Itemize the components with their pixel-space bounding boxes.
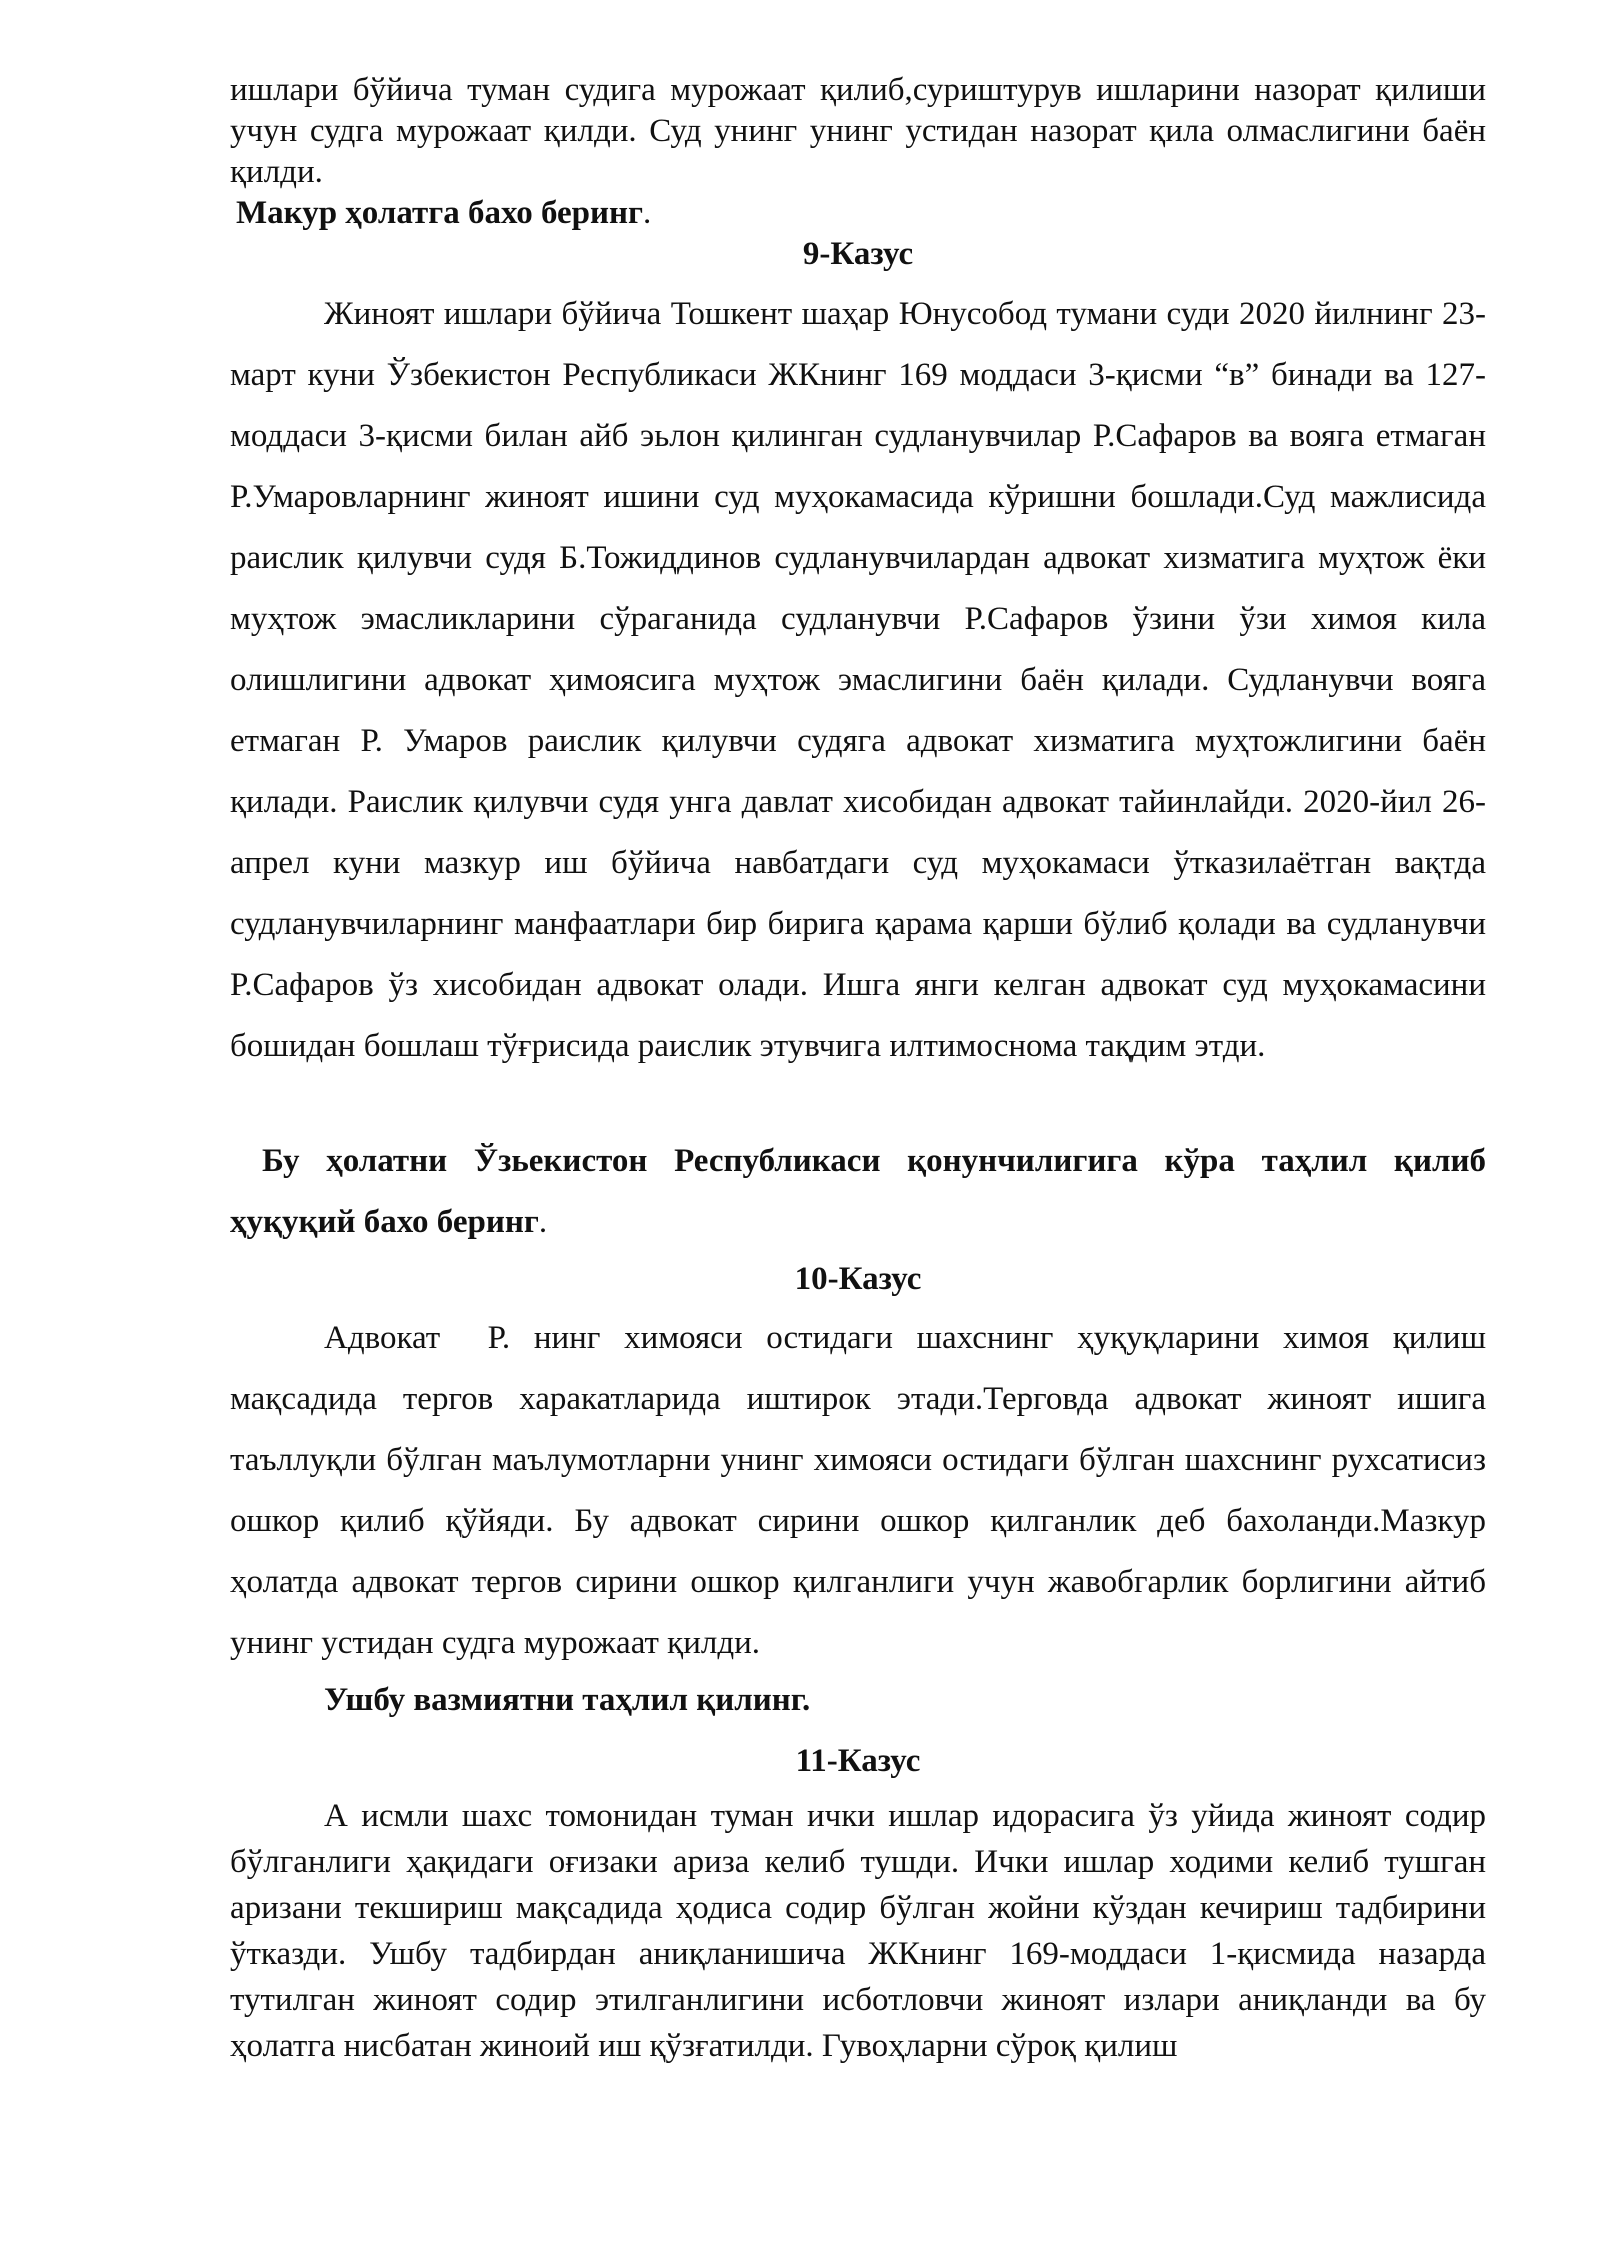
case-10-heading: 10-Казус <box>794 1261 922 1297</box>
case-11-heading: 11-Казус <box>795 1743 921 1779</box>
case-10-text: Адвокат Р. нинг химояси остидаги шахснинг ҳуқуқларини химоя қилиш мақсадида тергов харакатларида иштирок этади.Терговда адвокат жиноят ишига таъллуқли бўлган маълумотларни унинг химояси остидаги бўлган шахснинг рухсатисиз ошкор қилиб қўйяди. Бу адвокат сирини ошкор қилганлик деб бахоланди.Мазкур ҳолатда адвокат тергов сирини ошкор қилганлиги учун жавобгарлик борлигини айтиб унинг устидан судга мурожаат қилди. <box>230 1320 1495 1661</box>
case-9-task-text: Бу ҳолатни Ўзьекистон Республикаси қонунчилигига кўра таҳлил қилиб ҳуқуқий бахо беринг <box>230 1143 1486 1240</box>
intro-task-text: Макур ҳолатга бахо беринг <box>236 195 644 231</box>
case-9-text: Жиноят ишлари бўйича Тошкент шаҳар Юнусобод тумани суди 2020 йилнинг 23- март куни Ўзбекистон Республикаси ЖКнинг 169 моддаси 3-қисми “в” бинади ва 127-моддаси 3-қисми билан айб эьлон қилинган судланувчилар Р.Сафаров ва вояга етмаган Р.Умаровларнинг жиноят ишини суд муҳокамасида кўришни бошлади.Суд мажлисида раислик қилувчи судя Б.Тожиддинов судланувчилардан адвокат хизматига муҳтож ёки муҳтож эмасликларини сўраганида судланувчи Р.Сафаров ўзини ўзи химоя кила олишлигини адвокат ҳимоясига муҳтож эмаслигини баён қилади. Судланувчи вояга етмаган Р. Умаров раислик қилувчи судяга адвокат хизматига муҳтожлигини баён қилади. Раислик қилувчи судя унга давлат хисобидан адвокат тайинлайди. 2020-йил 26- апрел куни мазкур иш бўйича навбатдаги суд муҳокамаси ўтказилаётган вақтда судланувчиларнинг манфаатлари бир бирига қарама қарши бўлиб қолади ва судланувчи Р.Сафаров ўз хисобидан адвокат олади. Ишга янги келган адвокат суд муҳокамасини бошидан бошлаш тўғрисида раислик этувчига илтимоснома тақдим этди. <box>230 296 1486 1064</box>
case-9-heading: 9-Казус <box>802 236 914 272</box>
intro-task: Макур ҳолатга бахо беринг. <box>236 195 652 231</box>
case-9-task: Бу ҳолатни Ўзьекистон Республикаси қонунчилигига кўра таҳлил қилиб ҳуқуқий бахо беринг. <box>230 1143 1486 1240</box>
case-10-task: Ушбу вазмиятни таҳлил қилинг. <box>324 1682 811 1718</box>
intro-paragraph: ишлари бўйича туман судига мурожаат қилиб,суриштурув ишларини назорат қилиши учун судга мурожаат қилди. Суд унинг унинг устидан назорат қила олмаслигини баён қилди. <box>230 72 1486 190</box>
case-11-text: А исмли шахс томонидан туман ички ишлар идорасига ўз уйида жиноят содир бўлганлиги ҳақидаги оғизаки ариза келиб тушди. Ички ишлар ходими келиб тушган аризани текшириш мақсадида ҳодиса содир бўлган жойни кўздан кечириш тадбирини ўтказди. Ушбу тадбирдан аниқланишича ЖКнинг 169-моддаси 1-қисмида назарда тутилган жиноят содир этилганлигини исботловчи жиноят излари аниқланди ва бу ҳолатга нисбатан жиноий иш қўзғатилди. Гувоҳларни сўроқ қилиш <box>230 1798 1486 2064</box>
